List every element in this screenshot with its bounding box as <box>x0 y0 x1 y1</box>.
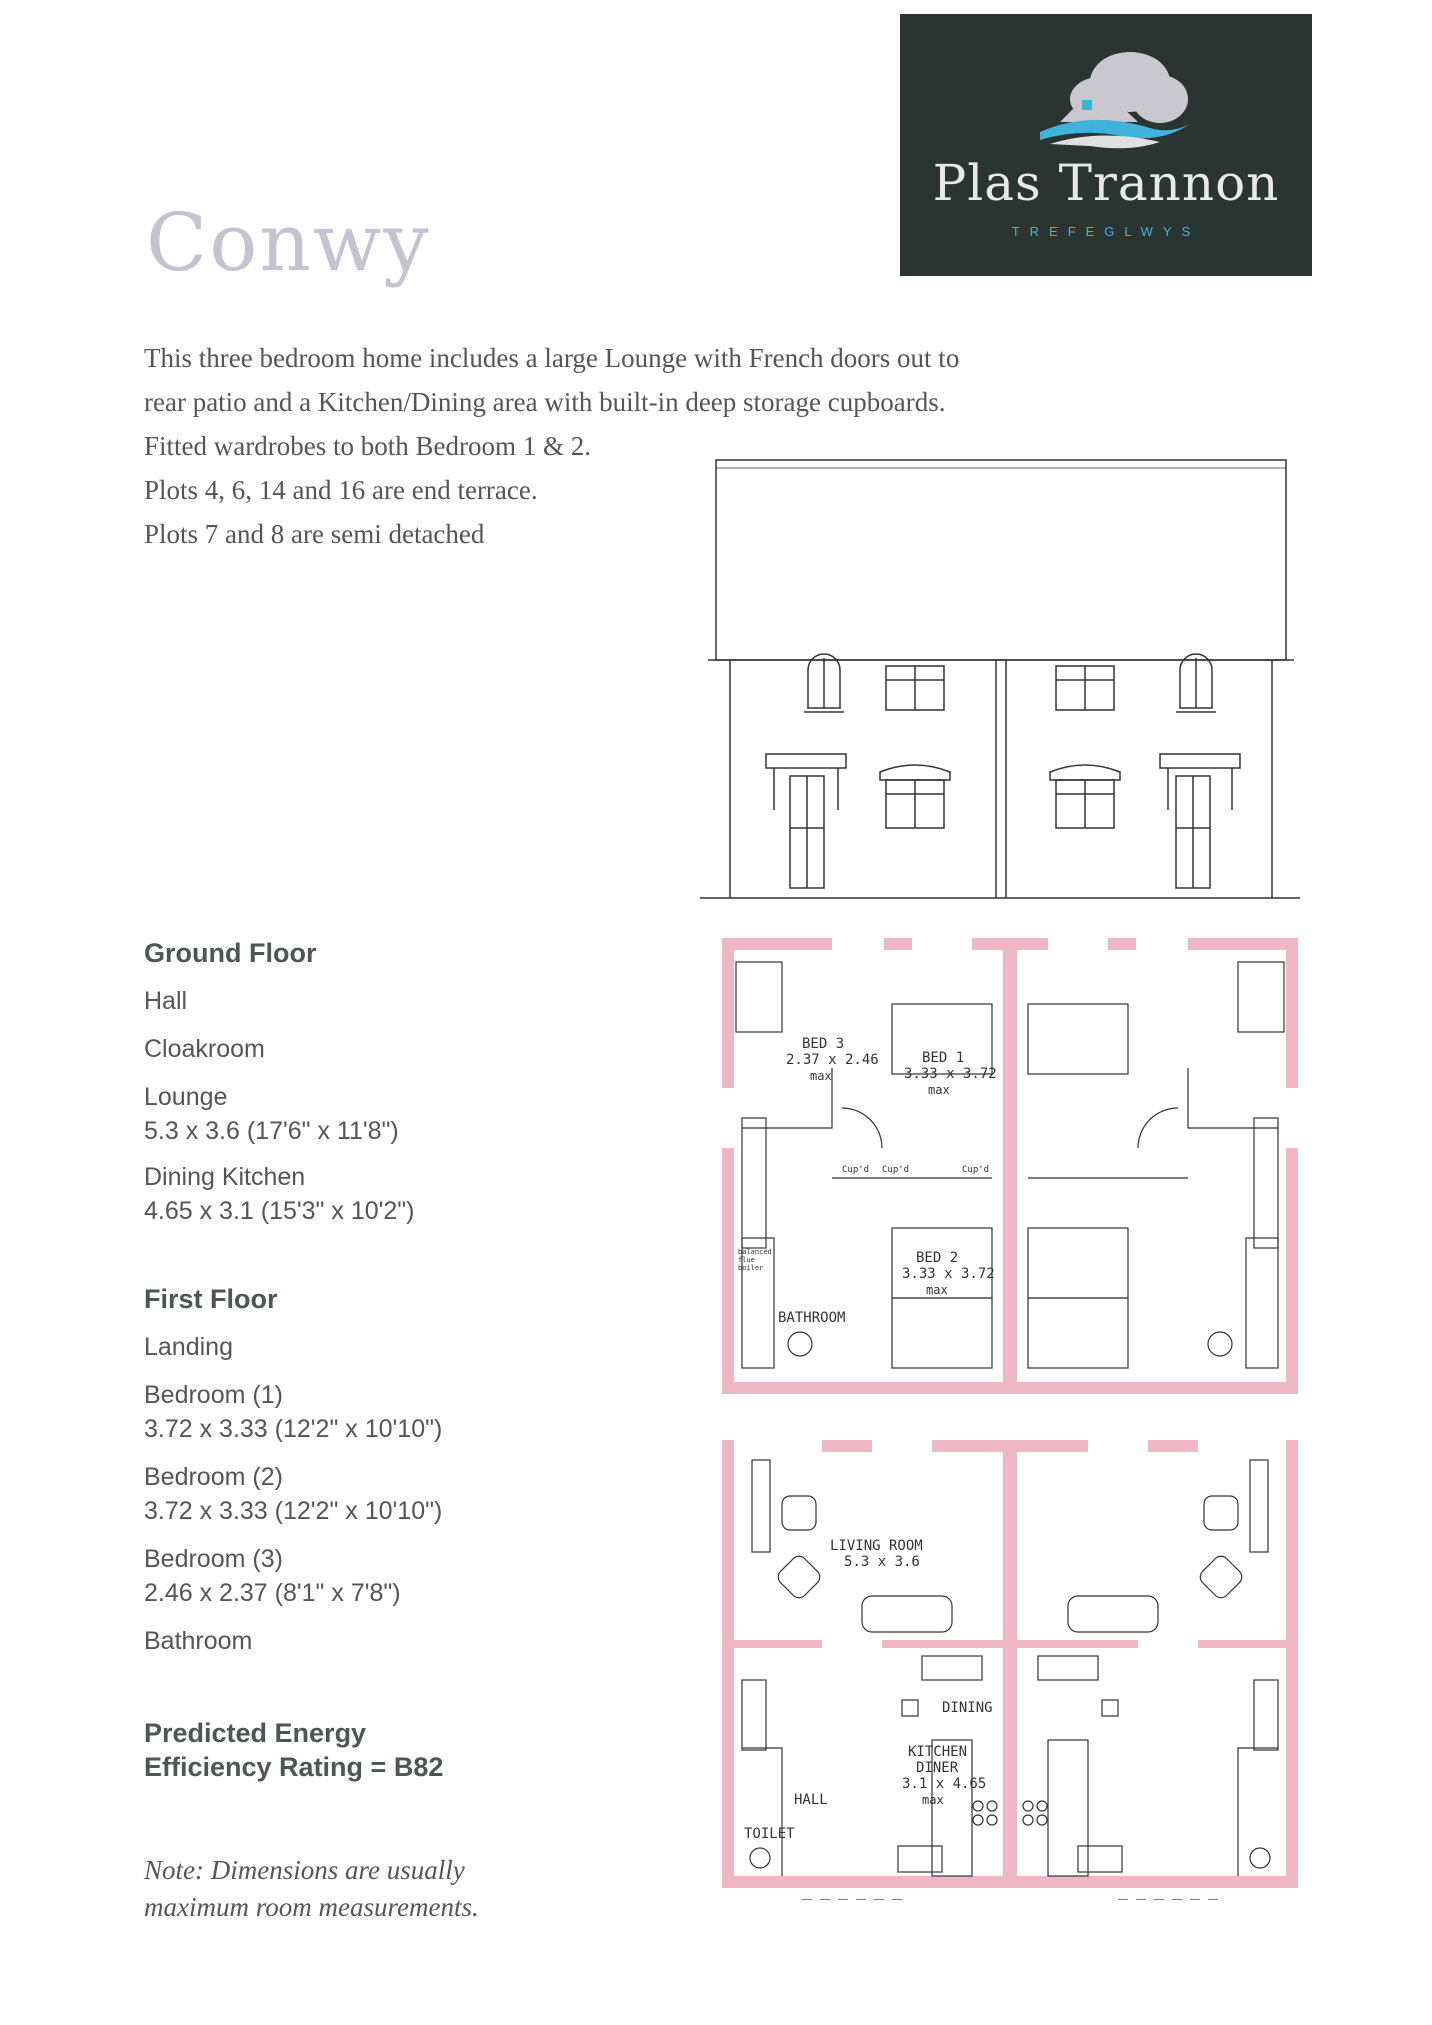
bed3-size: 2.37 x 2.46 <box>786 1052 879 1068</box>
bedroom3-size: 2.46 x 2.37 (8'1" x 7'8") <box>144 1579 401 1607</box>
ground-floor-plan <box>722 1440 1298 1900</box>
bed2-label: BED 2 <box>916 1250 959 1266</box>
logo-location: TREFEGLWYS <box>1011 224 1201 239</box>
dimensions-note <box>144 1852 479 1926</box>
kitchen-size: 3.1 x 4.65 <box>902 1776 987 1792</box>
note-line2: maximum room measurements. <box>144 1892 479 1922</box>
living-room-size: 5.3 x 3.6 <box>844 1554 920 1570</box>
diner-label: DINER <box>916 1760 959 1776</box>
bed2-size: 3.33 x 3.72 <box>902 1266 995 1282</box>
cupboard-label: Cup'd <box>962 1165 990 1175</box>
lounge-label: Lounge <box>144 1083 228 1111</box>
bedroom1-size: 3.72 x 3.33 (12'2" x 10'10") <box>144 1415 443 1443</box>
living-room-label: LIVING ROOM <box>830 1538 923 1554</box>
ground-floor-heading: Ground Floor <box>144 938 317 968</box>
bed2-max: max <box>926 1283 948 1297</box>
bedroom1-label: Bedroom (1) <box>144 1381 283 1409</box>
boiler-label: flue <box>738 1256 755 1264</box>
first-floor-spec <box>144 1282 442 1658</box>
hall-label: Hall <box>144 987 188 1015</box>
house-type-title: Conwy <box>146 196 431 289</box>
intro-line: Fitted wardrobes to both Bedroom 1 & 2. <box>144 431 591 461</box>
dining-kitchen-label: Dining Kitchen <box>144 1163 306 1191</box>
front-elevation-drawing <box>700 458 1300 908</box>
bed1-size: 3.33 x 3.72 <box>904 1066 997 1082</box>
developer-logo <box>900 14 1312 276</box>
intro-line: This three bedroom home includes a large Lounge with French doors out to <box>144 343 960 373</box>
intro-line: Plots 7 and 8 are semi detached <box>144 519 485 549</box>
energy-rating <box>144 1716 443 1784</box>
cupboard-label: Cup'd <box>842 1165 870 1175</box>
toilet-label: TOILET <box>744 1826 795 1842</box>
bedroom3-label: Bedroom (3) <box>144 1545 283 1573</box>
bed3-label: BED 3 <box>802 1036 845 1052</box>
bedroom2-label: Bedroom (2) <box>144 1463 283 1491</box>
first-floor-heading: First Floor <box>144 1284 278 1314</box>
intro-line: rear patio and a Kitchen/Dining area with built-in deep storage cupboards. <box>144 387 946 417</box>
intro-line: Plots 4, 6, 14 and 16 are end terrace. <box>144 475 538 505</box>
boiler-label: balanced <box>738 1248 772 1256</box>
note-line1: Note: Dimensions are usually <box>144 1855 465 1885</box>
energy-line2: Efficiency Rating = B82 <box>144 1752 444 1782</box>
dining-kitchen-size: 4.65 x 3.1 (15'3" x 10'2") <box>144 1197 415 1225</box>
bed1-label: BED 1 <box>922 1050 965 1066</box>
bathroom-label: Bathroom <box>144 1627 253 1655</box>
cloakroom-label: Cloakroom <box>144 1035 265 1063</box>
cupboard-label: Cup'd <box>882 1165 910 1175</box>
first-floor-plan <box>722 938 1298 1394</box>
boiler-label: boiler <box>738 1264 764 1272</box>
bedroom2-size: 3.72 x 3.33 (12'2" x 10'10") <box>144 1497 443 1525</box>
house-cloud-icon <box>1020 44 1200 154</box>
kitchen-max: max <box>922 1793 944 1807</box>
kitchen-label: KITCHEN <box>908 1744 968 1760</box>
bed1-max: max <box>928 1083 950 1097</box>
bathroom-plan-label: BATHROOM <box>778 1310 846 1326</box>
hall-plan-label: HALL <box>794 1792 828 1808</box>
energy-line1: Predicted Energy <box>144 1718 367 1748</box>
lounge-size: 5.3 x 3.6 (17'6" x 11'8") <box>144 1117 399 1145</box>
landing-label: Landing <box>144 1333 233 1361</box>
bed3-max: max <box>810 1069 832 1083</box>
ground-floor-spec <box>144 936 415 1228</box>
logo-brand-name: Plas Trannon <box>932 154 1280 212</box>
dining-label: DINING <box>942 1700 993 1716</box>
